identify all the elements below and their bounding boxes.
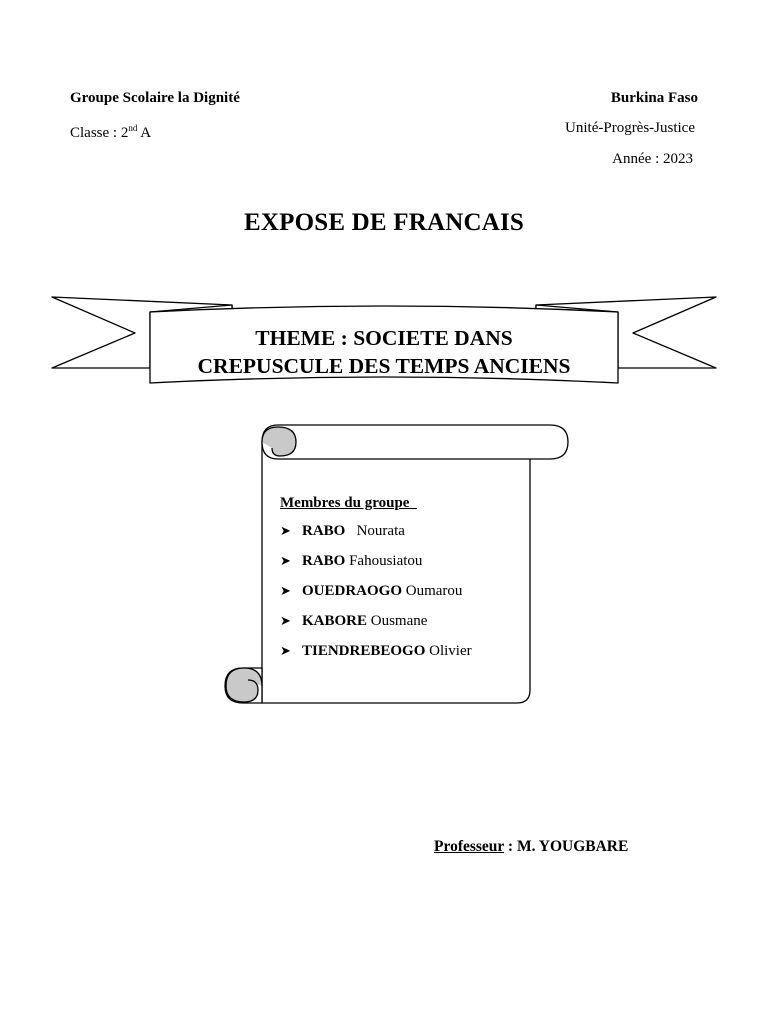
member-last-name: RABO <box>302 523 346 539</box>
arrowhead-bullet-icon: ➤ <box>280 553 291 568</box>
arrowhead-bullet-icon: ➤ <box>280 613 291 628</box>
class-suffix: A <box>137 125 152 141</box>
members-section <box>280 494 540 672</box>
member-first-name: Ousmane <box>370 613 428 629</box>
member-last-name: RABO <box>302 553 346 569</box>
class-superscript: nd <box>128 123 138 133</box>
scroll-bottom-curl <box>226 668 262 702</box>
arrowhead-bullet-icon: ➤ <box>280 523 291 538</box>
class-label <box>70 119 151 142</box>
member-item <box>280 552 540 582</box>
member-first-name: Oumarou <box>405 583 463 599</box>
school-name: Groupe Scolaire la Dignité <box>70 90 240 106</box>
national-motto: Unité-Progrès-Justice <box>565 120 695 136</box>
member-first-name: Fahousiatou <box>349 553 423 569</box>
class-prefix: Classe : 2 <box>70 125 129 141</box>
theme-line-2: CREPUSCULE DES TEMPS ANCIENS <box>197 354 571 378</box>
professor-name: M. YOUGBARE <box>516 838 629 855</box>
member-last-name: TIENDREBEOGO <box>302 643 426 659</box>
theme-box <box>150 324 618 380</box>
member-item <box>280 612 540 642</box>
member-last-name: OUEDRAOGO <box>302 583 403 599</box>
document-title: EXPOSE DE FRANCAIS <box>243 209 525 236</box>
arrowhead-bullet-icon: ➤ <box>280 643 291 658</box>
member-item <box>280 642 540 672</box>
member-item <box>280 582 540 612</box>
member-first-name: Nourata <box>356 523 405 539</box>
member-item <box>280 522 540 552</box>
country-name: Burkina Faso <box>610 90 698 106</box>
member-first-name: Olivier <box>429 643 472 659</box>
members-heading: Membres du groupe <box>280 495 410 511</box>
arrowhead-bullet-icon: ➤ <box>280 583 291 598</box>
professor-separator: : <box>504 838 517 855</box>
school-year: Année : 2023 <box>612 151 693 167</box>
professor-line <box>434 838 628 856</box>
professor-label: Professeur <box>434 838 505 855</box>
theme-line-1: THEME : SOCIETE DANS <box>255 326 513 350</box>
scroll-top-roll <box>262 425 568 459</box>
member-last-name: KABORE <box>302 613 368 629</box>
